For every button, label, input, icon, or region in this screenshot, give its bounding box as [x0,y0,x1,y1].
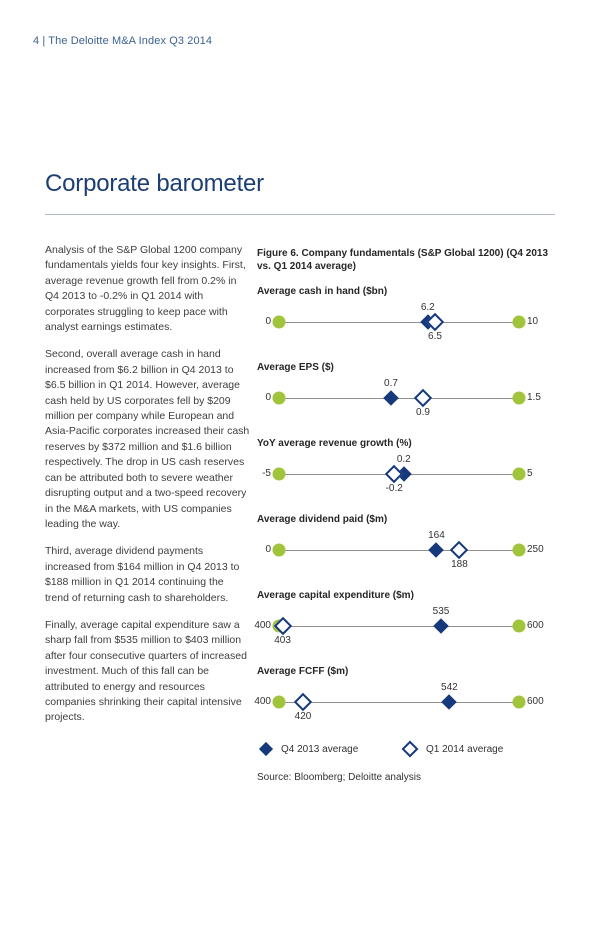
q4-2013-diamond-marker [433,618,449,634]
figure-title: Figure 6. Company fundamentals (S&P Global 1200) (Q4 2013 vs. Q1 2014 average) [257,248,549,272]
chart-strip [254,681,544,725]
axis-endpoint-circle-left [273,696,286,709]
legend-item-q4-2013 [257,744,400,755]
axis-max-label: 10 [527,316,539,327]
q4-2013-diamond-marker [383,390,399,406]
q1-2014-value-label: 6.5 [428,331,442,342]
axis-line [279,702,519,703]
axis-min-label: 400 [254,696,271,707]
q4-2013-diamond-marker [429,542,445,558]
q1-2014-diamond-marker [294,693,312,711]
chart-strip [265,377,541,421]
body-paragraph: Third, average dividend payments increased from $164 million in Q4 2013 to $188 million in Q1 2014 continuing the trend of returning cash to shareholders. [45,545,240,604]
q1-2014-diamond-marker [414,389,432,407]
q4-2013-value-label: 0.2 [396,454,411,465]
chart-row [257,361,557,421]
axis-min-label: 0 [265,544,271,555]
q4-2013-value-label: 542 [441,682,458,693]
axis-min-label: 0 [265,316,271,327]
axis-line [279,398,519,399]
axis-endpoint-circle-right [513,316,526,329]
chart-title: YoY average revenue growth (%) [257,438,412,449]
chart-strip [254,605,544,649]
axis-endpoint-circle-right [513,620,526,633]
chart-row [257,437,557,497]
page-header: 4 | The Deloitte M&A Index Q3 2014 [33,35,213,47]
axis-endpoint-circle-left [273,468,286,481]
axis-line [279,626,519,627]
q1-2014-value-label: -0.2 [385,483,403,494]
filled-diamond-icon [259,742,273,756]
legend-label-q4-2013: Q4 2013 average [281,743,359,755]
chart-strip [262,453,533,497]
axis-max-label: 600 [527,620,544,631]
chart-title: Average FCFF ($m) [257,666,349,677]
chart-row [257,513,557,573]
chart-strip [265,301,539,345]
q4-2013-value-label: 0.7 [384,378,398,389]
axis-endpoint-circle-left [273,392,286,405]
legend-label-q1-2014: Q1 2014 average [426,743,504,755]
q1-2014-diamond-marker [385,465,403,483]
q1-2014-diamond-marker [450,541,468,559]
chart-strip [265,529,544,573]
axis-endpoint-circle-left [273,316,286,329]
chart-title: Average capital expenditure ($m) [257,590,414,601]
q4-2013-value-label: 164 [428,530,445,541]
q1-2014-value-label: 188 [451,559,468,570]
axis-max-label: 1.5 [527,392,541,403]
q4-2013-diamond-marker [442,694,458,710]
figure-legend [257,741,557,757]
axis-max-label: 5 [527,468,533,479]
axis-min-label: -5 [262,468,271,479]
axis-line [279,322,519,323]
charts [254,285,557,725]
body-paragraph: Analysis of the S&P Global 1200 company fundamentals yields four key insights. First, average revenue growth fell from 0.2% in Q4 2013 to -0.2% in Q1 2014 with corporates struggling to keep pace with analyst earnings estimates. [45,244,246,334]
q1-2014-value-label: 403 [274,635,291,646]
page-title: Corporate barometer [45,170,264,197]
axis-endpoint-circle-left [273,544,286,557]
q4-2013-value-label: 535 [432,606,450,617]
body-paragraph: Second, overall average cash in hand increased from $6.2 billion in Q4 2013 to $6.5 billion in Q1 2014. However, average cash held by US corporates fell by $209 million per company while European and Asia-Pacific corporates increased their cash reserves by $372 million and $1.6 billion respectively. The drop in US cash reserves can be attributed both to severe weather disrupting output and a two-speed recovery in the M&A markets, with US companies leading the way. [45,348,250,530]
chart-title: Average cash in hand ($bn) [257,286,388,297]
axis-endpoint-circle-right [513,544,526,557]
figure-source: Source: Bloomberg; Deloitte analysis [257,772,421,783]
title-divider [45,214,555,215]
open-diamond-icon [402,741,419,758]
legend-item-q1-2014 [400,743,503,755]
q1-2014-value-label: 0.9 [416,407,430,418]
axis-line [279,550,519,551]
axis-endpoint-circle-right [513,468,526,481]
body-paragraph: Finally, average capital expenditure saw a sharp fall from $535 million to $403 million after four consecutive quarters of increased investment. Much of this fall can be attributed to energy and resources companies shrinking their capital intensive projects. [45,618,247,724]
axis-max-label: 250 [527,544,544,555]
axis-endpoint-circle-right [513,696,526,709]
axis-min-label: 400 [254,620,271,631]
article [45,243,250,738]
q1-2014-value-label: 420 [294,711,312,722]
chart-title: Average EPS ($) [257,362,334,373]
chart-row [254,589,557,649]
q4-2013-value-label: 6.2 [420,302,435,313]
figure [254,247,557,783]
axis-endpoint-circle-right [513,392,526,405]
chart-row [254,665,557,725]
chart-row [257,285,557,345]
chart-title: Average dividend paid ($m) [257,514,388,525]
axis-min-label: 0 [265,392,271,403]
axis-max-label: 600 [527,696,544,707]
